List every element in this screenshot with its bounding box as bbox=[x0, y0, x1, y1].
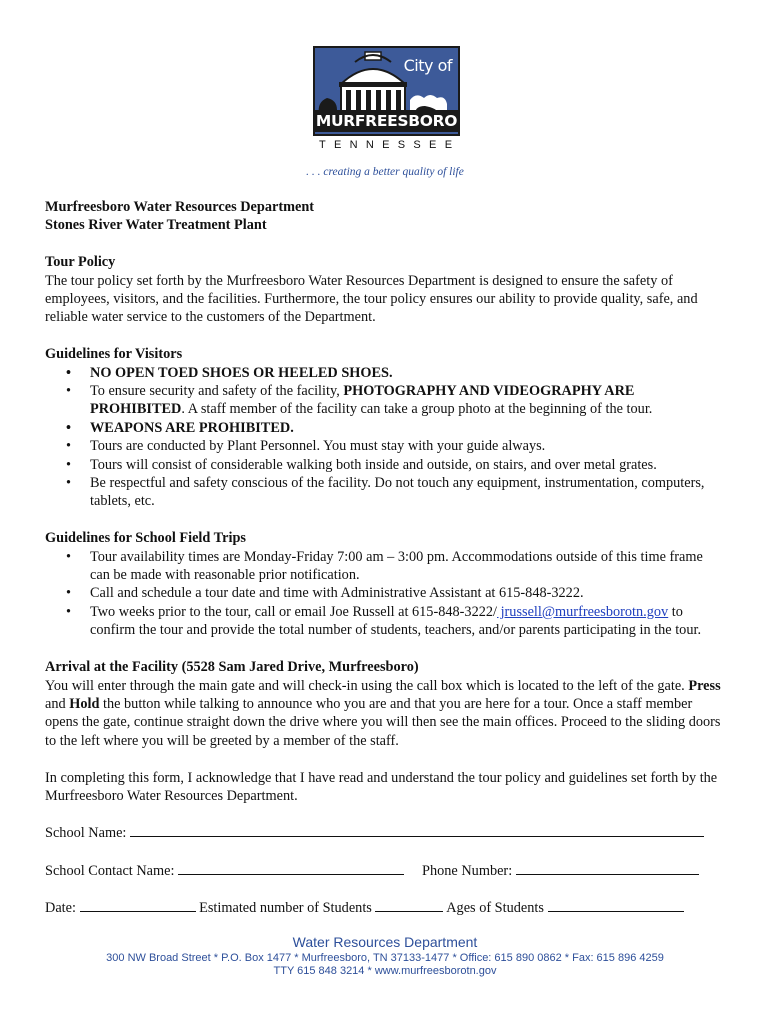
list-item-emphasis: PHOTOGRAPHY AND VIDEOGRAPHY ARE PROHIBITED bbox=[90, 383, 635, 418]
school-guidelines-heading: Guidelines for School Field Trips bbox=[45, 530, 246, 547]
ages-label: Ages of Students bbox=[446, 900, 544, 917]
city-logo bbox=[313, 46, 460, 151]
tagline: . . . creating a better quality of life bbox=[306, 166, 464, 178]
contact-row bbox=[45, 860, 721, 880]
acknowledgement-text: In completing this form, I acknowledge that I have read and understand the tour policy and guidelines set forth by the Murfreesboro Water Resources Department. bbox=[45, 769, 718, 804]
est-students-label: Estimated number of Students bbox=[199, 900, 372, 917]
list-item-text: to confirm the tour and provide the total number of students, teachers, and/or parents participating in the tour. bbox=[90, 603, 702, 639]
email-link[interactable]: jrussell@murfreesborotn.gov bbox=[497, 603, 669, 620]
list-item-text: To ensure security and safety of the facility, bbox=[90, 383, 344, 400]
department-title: Murfreesboro Water Resources Department bbox=[45, 199, 315, 215]
school-name-row bbox=[45, 822, 721, 842]
contact-name-label: School Contact Name: bbox=[45, 862, 175, 879]
list-item: • WEAPONS ARE PROHIBITED. bbox=[90, 419, 721, 437]
phone-label: Phone Number: bbox=[422, 862, 513, 879]
school-name-field[interactable] bbox=[130, 822, 704, 837]
list-item: • NO OPEN TOED SHOES OR HEELED SHOES. bbox=[90, 364, 721, 382]
list-item: • Tour availability times are Monday-Friday 7:00 am – 3:00 pm. Accommodations outside of this time frame can be made with reasonable prior notification. bbox=[90, 548, 721, 585]
date-field[interactable] bbox=[80, 897, 196, 912]
footer-address: 300 NW Broad Street * P.O. Box 1477 * Murfreesboro, TN 37133-1477 * Office: 615 890 0862 * Fax: 615 896 4259 bbox=[106, 952, 664, 964]
school-guidelines-list bbox=[45, 548, 721, 640]
visitor-guidelines-list bbox=[45, 364, 721, 511]
list-item bbox=[90, 603, 721, 640]
logo-city-name: MURFREESBORO bbox=[315, 112, 458, 130]
plant-title: Stones River Water Treatment Plant bbox=[45, 217, 267, 234]
date-label: Date: bbox=[45, 900, 76, 917]
logo-city-of: City of bbox=[403, 56, 452, 75]
footer-contact: TTY 615 848 3214 * www.murfreesborotn.gov bbox=[273, 965, 497, 977]
arrival-heading: Arrival at the Facility (5528 Sam Jared Drive, Murfreesboro) bbox=[45, 659, 419, 676]
logo-badge bbox=[313, 46, 460, 136]
footer-title: Water Resources Department bbox=[292, 934, 478, 950]
list-item: • Call and schedule a tour date and time with Administrative Assistant at 615-848-3222. bbox=[90, 584, 721, 602]
list-item-text: Two weeks prior to the tour, call or email Joe Russell at 615-848-3222/ bbox=[90, 603, 497, 620]
ages-field[interactable] bbox=[548, 897, 684, 912]
est-students-field[interactable] bbox=[375, 897, 443, 912]
list-item-text: . A staff member of the facility can take a group photo at the beginning of the tour. bbox=[181, 401, 653, 418]
logo-state: TENNESSEE bbox=[319, 139, 461, 151]
school-name-label: School Name: bbox=[45, 825, 127, 842]
tour-policy-text: The tour policy set forth by the Murfreesboro Water Resources Department is designed to ensure the safety of employees, visitors, and the facilities. Furthermore, the tour policy ensures our ability to provide quality, safe, and reliable water service to the customers of the Department. bbox=[45, 272, 698, 326]
document-body bbox=[45, 198, 721, 918]
date-row bbox=[45, 897, 721, 917]
arrival-text: You will enter through the main gate and will check-in using the call box which is located to the left of the gate. Press and Hold the button while talking to announce who you are and that you are here for a tour. Once a staff member opens the gate, continue straight down the drive where you will then see the main offices. Proceed to the sliding doors to the left where you will be greeted by a member of the staff. bbox=[45, 677, 721, 749]
contact-name-field[interactable] bbox=[178, 860, 404, 875]
footer bbox=[0, 934, 770, 978]
list-item: • Tours will consist of considerable walking both inside and outside, on stairs, and over metal grates. bbox=[90, 456, 721, 474]
phone-field[interactable] bbox=[516, 860, 699, 875]
visitor-guidelines-heading: Guidelines for Visitors bbox=[45, 346, 183, 363]
list-item: • Tours are conducted by Plant Personnel. You must stay with your guide always. bbox=[90, 437, 721, 455]
list-item bbox=[90, 382, 721, 419]
list-item: • Be respectful and safety conscious of the facility. Do not touch any equipment, instrumentation, computers, tablets, etc. bbox=[90, 474, 721, 511]
tour-policy-heading: Tour Policy bbox=[45, 254, 116, 271]
